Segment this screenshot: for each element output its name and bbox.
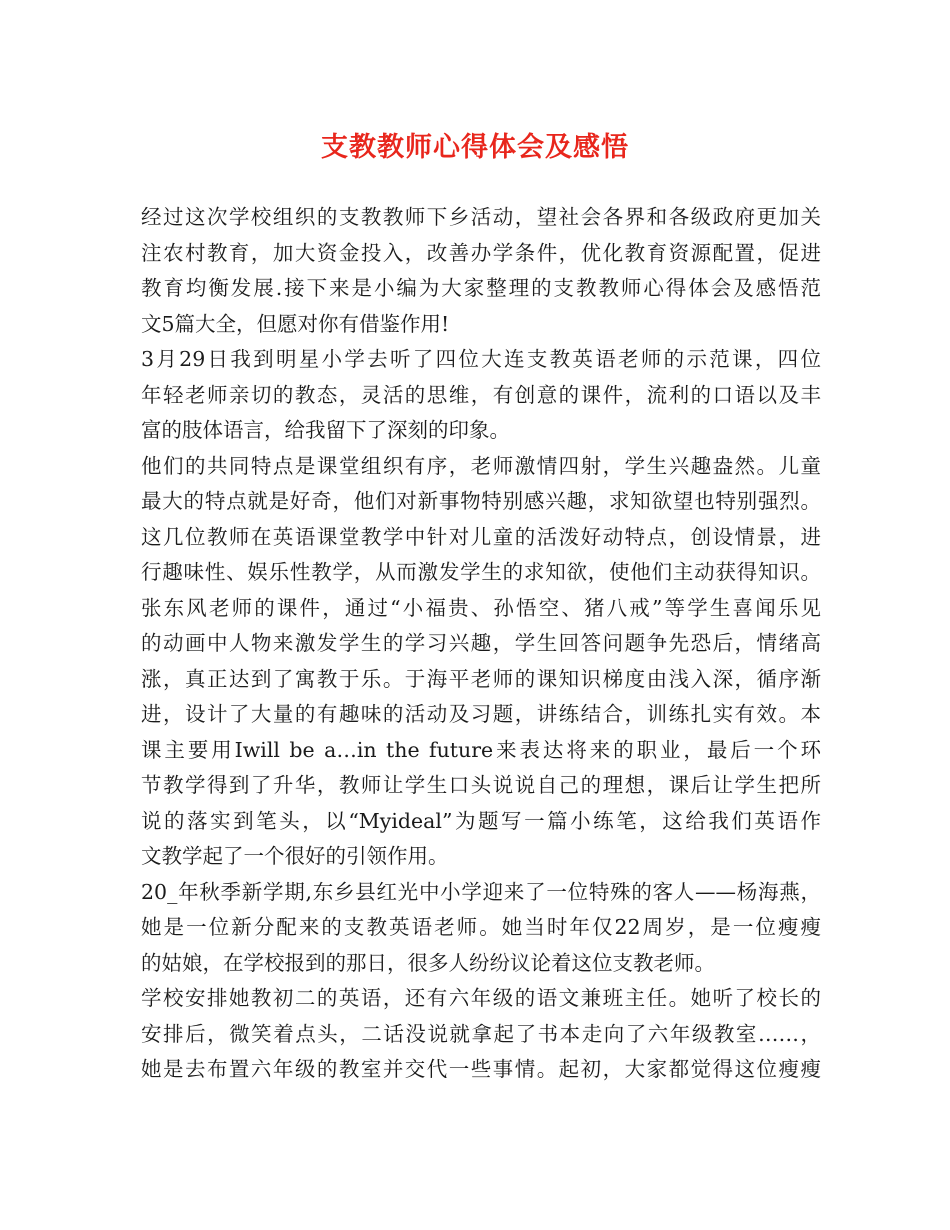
paragraph-line: 安排后，微笑着点头，二话没说就拿起了书本走向了六年级教室……，: [141, 1021, 821, 1046]
paragraph-line: 这几位教师在英语课堂教学中针对儿童的活泼好动特点，创设情景，进: [141, 524, 821, 549]
paragraph-line: 学校安排她教初二的英语，还有六年级的语文兼班主任。她听了校长的: [141, 986, 821, 1010]
paragraph-line: 的动画中人物来激发学生的学习兴趣，学生回答问题争先恐后，情绪高: [141, 631, 821, 655]
paragraph-line: 教育均衡发展.接下来是小编为大家整理的支教教师心得体会及感悟范: [141, 276, 821, 300]
paragraph-line: 注农村教育，加大资金投入，改善办学条件，优化教育资源配置，促进: [141, 240, 821, 265]
document-body: [141, 200, 821, 1088]
paragraph-line: 的姑娘，在学校报到的那日，很多人纷纷议论着这位支教老师。: [141, 950, 715, 975]
paragraph-line: 文教学起了一个很好的引领作用。: [141, 844, 449, 868]
paragraph-line: 最大的特点就是好奇，他们对新事物特别感兴趣，求知欲望也特别强烈。: [141, 489, 821, 513]
paragraph-line: 文5篇大全，但愿对你有借鉴作用!: [141, 311, 450, 336]
paragraph-line: 3月29日我到明星小学去听了四位大连支教英语老师的示范课，四位: [141, 347, 821, 371]
paragraph-line: 年轻老师亲切的教态，灵活的思维，有创意的课件，流利的口语以及丰: [141, 382, 821, 407]
paragraph-line: 张东风老师的课件，通过“小福贵、孙悟空、猪八戒”等学生喜闻乐见: [141, 595, 821, 620]
paragraph-line: 节教学得到了升华，教师让学生口头说说自己的理想，课后让学生把所: [141, 773, 821, 797]
paragraph-line: 20_年秋季新学期,东乡县红光中小学迎来了一位特殊的客人——杨海燕，: [141, 879, 821, 904]
paragraph-line: 行趣味性、娱乐性教学，从而激发学生的求知欲，使他们主动获得知识。: [141, 560, 821, 584]
paragraph-line: 富的肢体语言，给我留下了深刻的印象。: [141, 418, 510, 442]
paragraph-line: 经过这次学校组织的支教教师下乡活动，望社会各界和各级政府更加关: [141, 205, 821, 229]
paragraph-line: 课主要用Iwill be a…in the future来表达将来的职业，最后一个环: [141, 737, 821, 762]
document-title: 支教教师心得体会及感悟: [321, 132, 629, 163]
paragraph-line: 涨，真正达到了寓教于乐。于海平老师的课知识梯度由浅入深，循序渐: [141, 666, 821, 691]
paragraph-line: 她是一位新分配来的支教英语老师。她当时年仅22周岁，是一位瘦瘦: [141, 915, 821, 939]
paragraph-line: 他们的共同特点是课堂组织有序，老师激情四射，学生兴趣盎然。儿童: [141, 453, 821, 478]
paragraph-line: 进，设计了大量的有趣味的活动及习题，讲练结合，训练扎实有效。本: [141, 702, 821, 726]
paragraph-line: 说的落实到笔头，以“Myideal”为题写一篇小练笔，这给我们英语作: [141, 808, 821, 833]
paragraph-line: 她是去布置六年级的教室并交代一些事情。起初，大家都觉得这位瘦瘦: [141, 1057, 821, 1081]
